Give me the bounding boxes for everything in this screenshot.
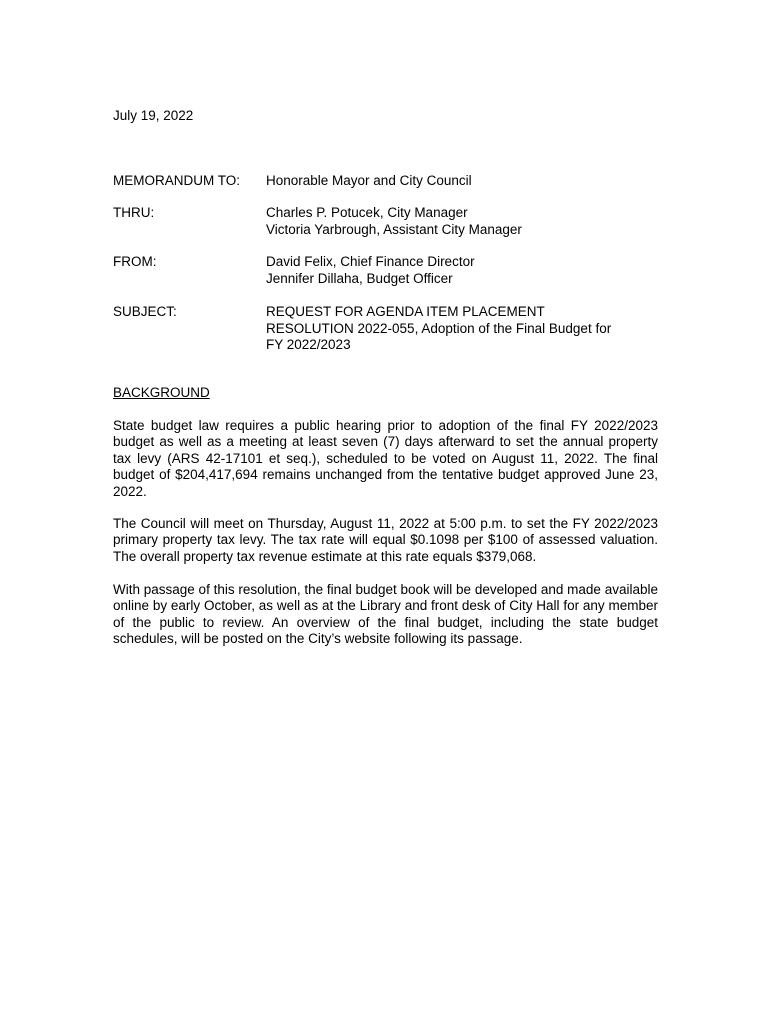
background-paragraph: State budget law requires a public hearing prior to adoption of the final FY 2022/2023 budget as well as a meeting at least seven (7) days afterward to set the annual property tax levy (ARS 42-17101 et seq.), scheduled to be voted on August 11, 2022. The final budget of $204,417,694 remains unchanged from the tentative budget approved June 23, 2022. [113,418,658,499]
background-paragraph: With passage of this resolution, the final budget book will be developed and made available online by early October, as well as at the Library and front desk of City Hall for any member of the public to review. An overview of the final budget, including the state budget schedules, will be posted on the City’s website following its passage. [113,582,658,647]
memo-to-recipient: Honorable Mayor and City Council [266,173,472,188]
memo-thru-value [266,205,661,238]
memo-thru-label: THRU: [113,205,155,220]
memo-from-label: FROM: [113,254,157,269]
memo-from-line: David Felix, Chief Finance Director [266,254,475,269]
memo-subject-value [266,304,661,354]
memo-to-value [266,173,661,190]
memo-from-value [266,254,661,287]
memo-thru-line: Charles P. Potucek, City Manager [266,205,468,220]
memo-to-label: MEMORANDUM TO: [113,173,241,188]
memo-date: July 19, 2022 [113,108,194,123]
background-heading: BACKGROUND [113,385,210,400]
background-paragraph: The Council will meet on Thursday, August 11, 2022 at 5:00 p.m. to set the FY 2022/2023 primary property tax levy. The tax rate will equal $0.1098 per $100 of assessed valuation. The overall property tax revenue estimate at this rate equals $379,068. [113,516,658,564]
memo-subject-line: REQUEST FOR AGENDA ITEM PLACEMENT [266,304,545,319]
memo-subject-line: RESOLUTION 2022-055, Adoption of the Final Budget for [266,320,612,336]
memo-subject-line: FY 2022/2023 [266,337,351,352]
memo-from-line: Jennifer Dillaha, Budget Officer [266,270,453,286]
memo-thru-line: Victoria Yarbrough, Assistant City Manager [266,221,522,237]
memo-subject-label: SUBJECT: [113,304,177,319]
